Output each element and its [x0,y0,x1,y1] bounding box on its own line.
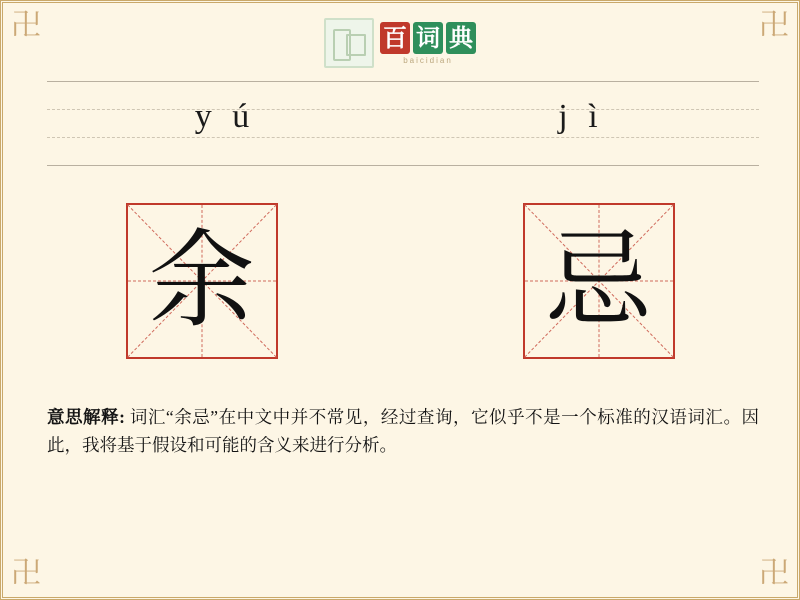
pinyin-text-2: j ì [558,98,604,135]
logo-characters [380,22,476,54]
logo-subtitle: baicidian [403,55,453,65]
pinyin-cell-2 [403,81,759,165]
book-logo-icon [324,18,374,68]
character-glyph-1: 余 [148,219,255,342]
site-logo [3,15,797,71]
pinyin-staff [47,81,759,165]
explanation-label: 意思解释: [47,407,125,427]
corner-ornament-bottom-left: 卍 [11,557,41,590]
corner-ornament-top-right: 卍 [759,9,789,42]
tianzige-box-1 [126,203,278,359]
corner-ornament-top-left: 卍 [11,9,41,42]
pinyin-cell-1 [47,81,403,165]
staff-line-bottom [47,165,759,166]
explanation-text: 词汇“余忌”在中文中并不常见，经过查询，它似乎不是一个标准的汉语词汇。因此，我将基于假设和可能的含义来进行分析。 [47,407,759,456]
character-grid-row [3,203,797,359]
logo-text [380,22,476,65]
pinyin-row [47,81,759,165]
tianzige-box-2 [523,203,675,359]
logo-char-2: 词 [413,22,443,54]
explanation-block [47,403,759,460]
character-cell-2 [400,203,797,359]
logo-char-3: 典 [446,22,476,54]
character-cell-1 [3,203,400,359]
pinyin-text-1: y ú [194,98,256,135]
logo-char-1: 百 [380,22,410,54]
character-glyph-2: 忌 [545,219,652,342]
corner-ornament-bottom-right: 卍 [759,557,789,590]
